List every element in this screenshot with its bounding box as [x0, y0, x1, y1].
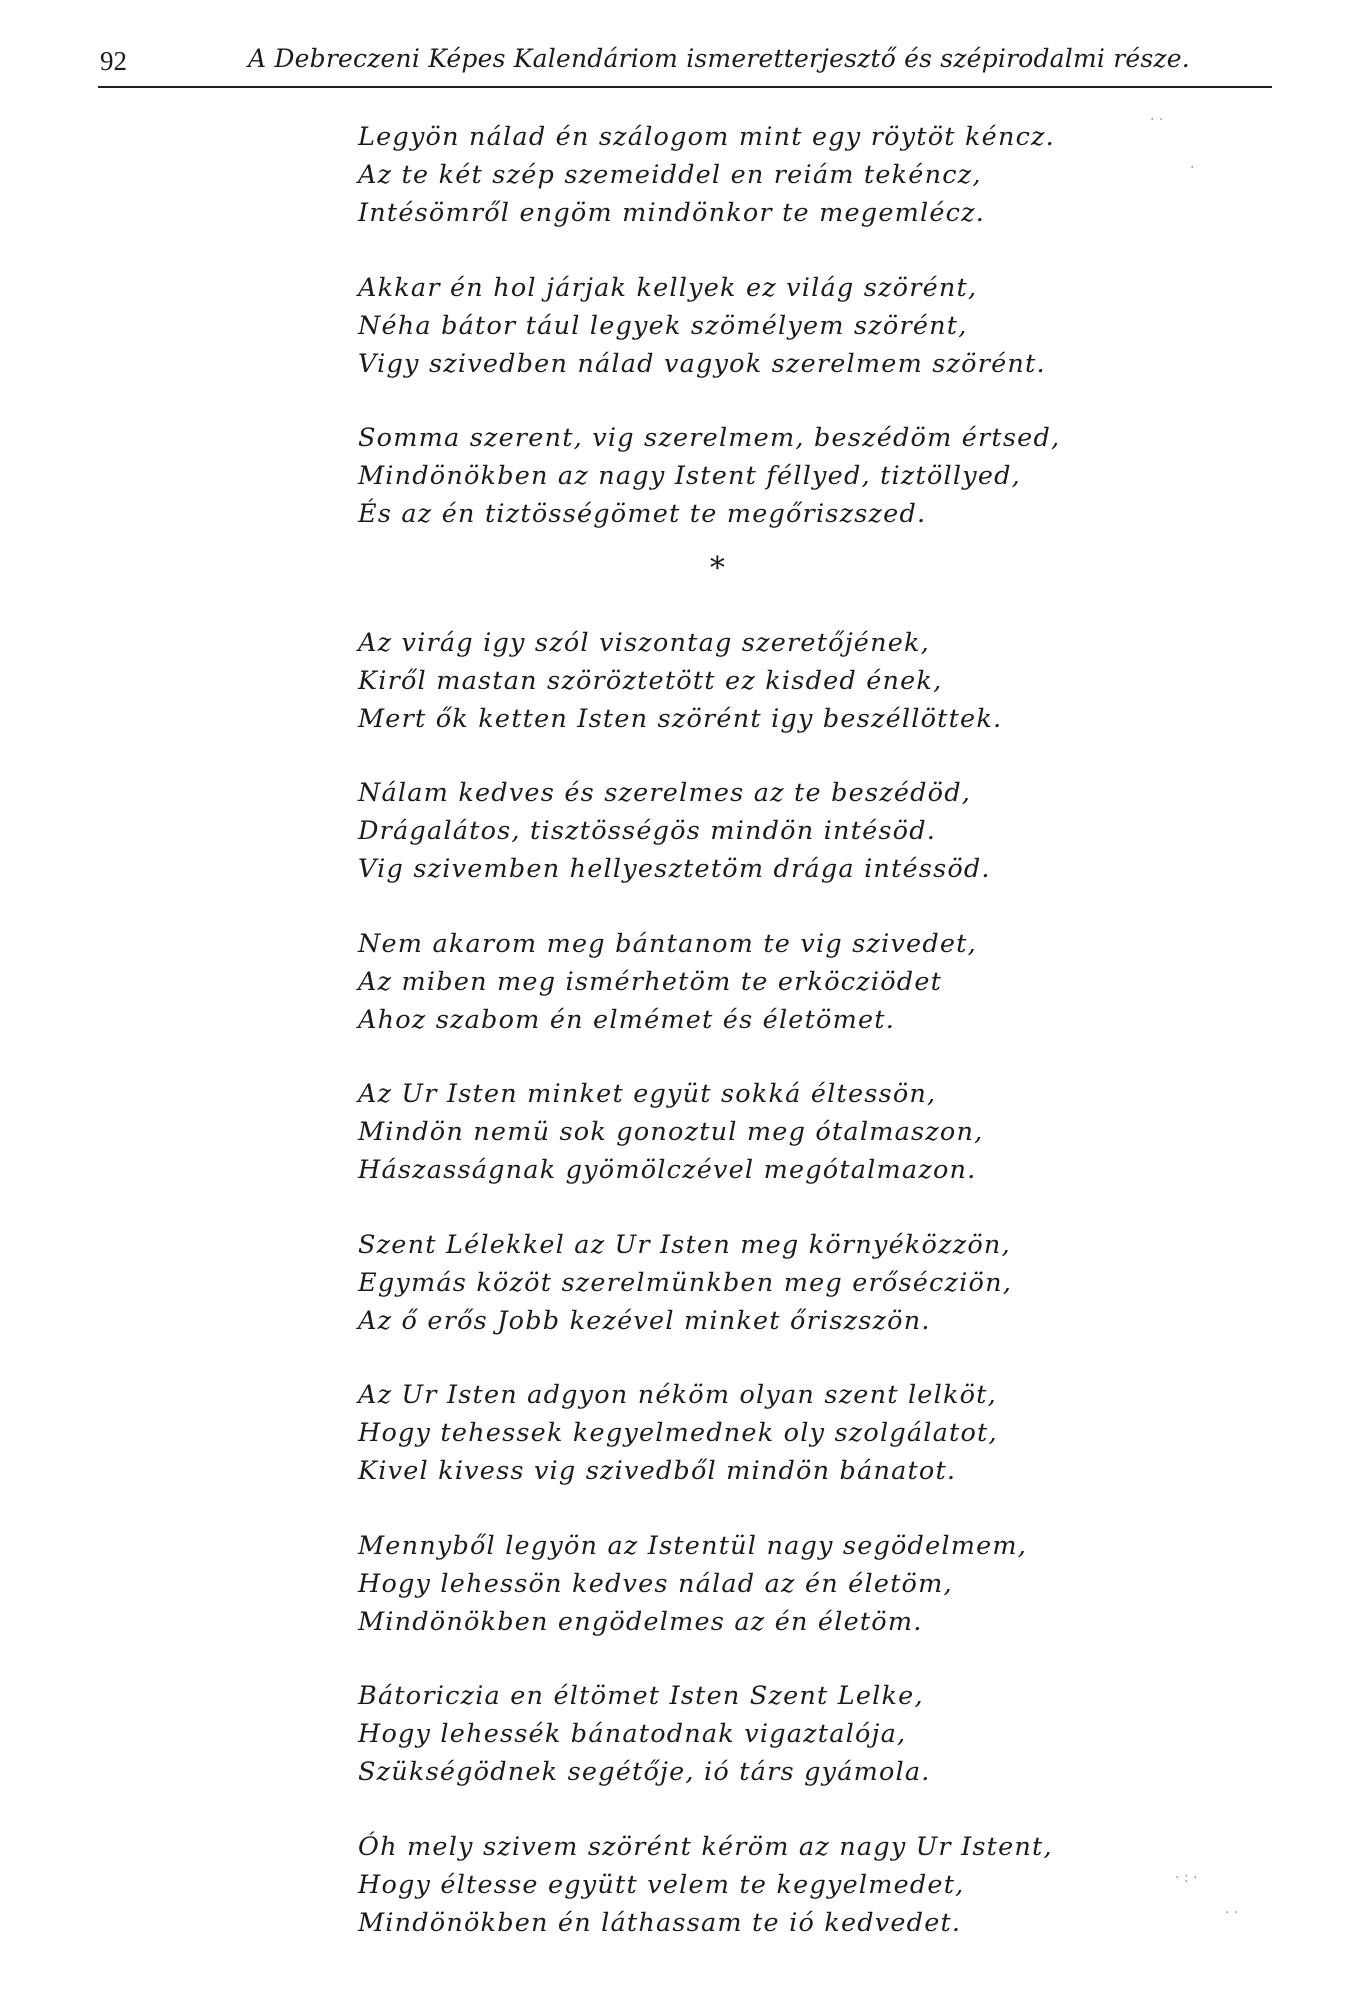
scan-speck: ·	[1190, 160, 1195, 176]
verse-line: Szent Lélekkel az Ur Isten meg környéközzön,	[358, 1229, 1011, 1260]
running-title: A Debreczeni Képes Kalendáriom ismeretterjesztő és szépirodalmi része.	[248, 44, 1190, 73]
stanza	[358, 1527, 1218, 1641]
stanza	[358, 925, 1218, 1039]
stanza	[358, 624, 1218, 738]
stanza	[358, 1828, 1218, 1942]
poem	[358, 118, 1218, 1978]
page-number: 92	[100, 46, 127, 76]
verse-line: Hogy éltesse együtt velem te kegyelmedet,	[358, 1869, 965, 1900]
stanza	[358, 1226, 1218, 1340]
verse-line: Mennyből legyön az Istentül nagy segödelmem,	[358, 1530, 1028, 1561]
verse-line: Hogy tehessek kegyelmednek oly szolgálatot,	[358, 1418, 998, 1448]
verse-line: Nálam kedves és szerelmes az te beszédöd,	[358, 778, 972, 808]
verse-line: Bátoriczia en éltömet Isten Szent Lelke,	[358, 1681, 924, 1711]
verse-line: És az én tiztösségömet te megőriszszed.	[358, 499, 927, 529]
verse-line: Vig szivemben hellyesztetöm drága intéssöd.	[358, 854, 991, 884]
verse-line: Ahoz szabom én elmémet és életömet.	[358, 1004, 896, 1035]
verse-line: Legyön nálad én szálogom mint egy röytöt kéncz.	[358, 122, 1055, 152]
verse-line: Somma szerent, vig szerelmem, beszédöm értsed,	[358, 423, 1061, 453]
verse-line: Az Ur Isten minket együt sokká éltessön,	[358, 1079, 937, 1109]
scan-speck: · ·	[1225, 1905, 1239, 1921]
verse-line: Vigy szivedben nálad vagyok szerelmem szörént.	[358, 348, 1046, 379]
stanza	[358, 118, 1218, 232]
verse-line: Kivel kivess vig szivedből mindön bánatot.	[358, 1456, 957, 1486]
verse-line: Mindönökben az nagy Istent féllyed, tiztöllyed,	[358, 461, 1021, 491]
verse-line: Hogy lehessön kedves nálad az én életöm,	[358, 1568, 953, 1599]
verse-line: Néha bátor tául legyek szömélyem szörént,	[358, 310, 968, 341]
poem-part-1	[358, 118, 1218, 533]
header-rule	[98, 86, 1272, 88]
poem-part-2	[358, 624, 1218, 1942]
verse-line: Az miben meg ismérhetöm te erköcziödet	[358, 966, 943, 997]
scan-speck: · ·	[1150, 112, 1164, 128]
section-separator: *	[709, 550, 727, 586]
verse-line: Mert ők ketten Isten szörént igy beszéllöttek.	[358, 703, 1003, 734]
verse-line: Az Ur Isten adgyon néköm olyan szent lelköt,	[358, 1380, 997, 1410]
verse-line: Az te két szép szemeiddel en reiám tekéncz,	[358, 160, 982, 190]
verse-line: Az ő erős Jobb kezével minket őriszszön.	[358, 1305, 931, 1336]
verse-line: Mindön nemü sok gonoztul meg ótalmaszon,	[358, 1117, 984, 1147]
verse-line: Drágalátos, tisztösségös mindön intésöd.	[358, 816, 937, 846]
verse-line: Akkar én hol járjak kellyek ez világ szörént,	[358, 272, 978, 303]
verse-line: Az virág igy szól viszontag szeretőjének,	[358, 627, 930, 658]
stanza	[358, 774, 1218, 888]
stanza	[358, 269, 1218, 383]
verse-line: Mindönökben engödelmes az én életöm.	[358, 1606, 923, 1637]
stanza	[358, 1376, 1218, 1490]
stanza	[358, 1677, 1218, 1791]
verse-line: Egymás közöt szerelmünkben meg erősécziön,	[358, 1267, 1012, 1298]
verse-line: Hászasságnak gyömölczével megótalmazon.	[358, 1155, 977, 1185]
verse-line: Nem akarom meg bántanom te vig szivedet,	[358, 928, 977, 959]
stanza	[358, 1075, 1218, 1189]
verse-line: Kiről mastan szöröztetött ez kisded ének,	[358, 665, 943, 696]
verse-line: Hogy lehessék bánatodnak vigaztalója,	[358, 1719, 907, 1749]
verse-line: Intésömről engöm mindönkor te megemlécz.	[358, 198, 986, 228]
stanza	[358, 419, 1218, 533]
verse-line: Mindönökben én láthassam te ió kedvedet.	[358, 1907, 962, 1938]
verse-line: Szükségödnek segétője, ió társ gyámola.	[358, 1757, 931, 1787]
verse-line: Óh mely szivem szörént kéröm az nagy Ur Istent,	[358, 1831, 1053, 1862]
scan-speck: · : ·	[1175, 1870, 1198, 1886]
